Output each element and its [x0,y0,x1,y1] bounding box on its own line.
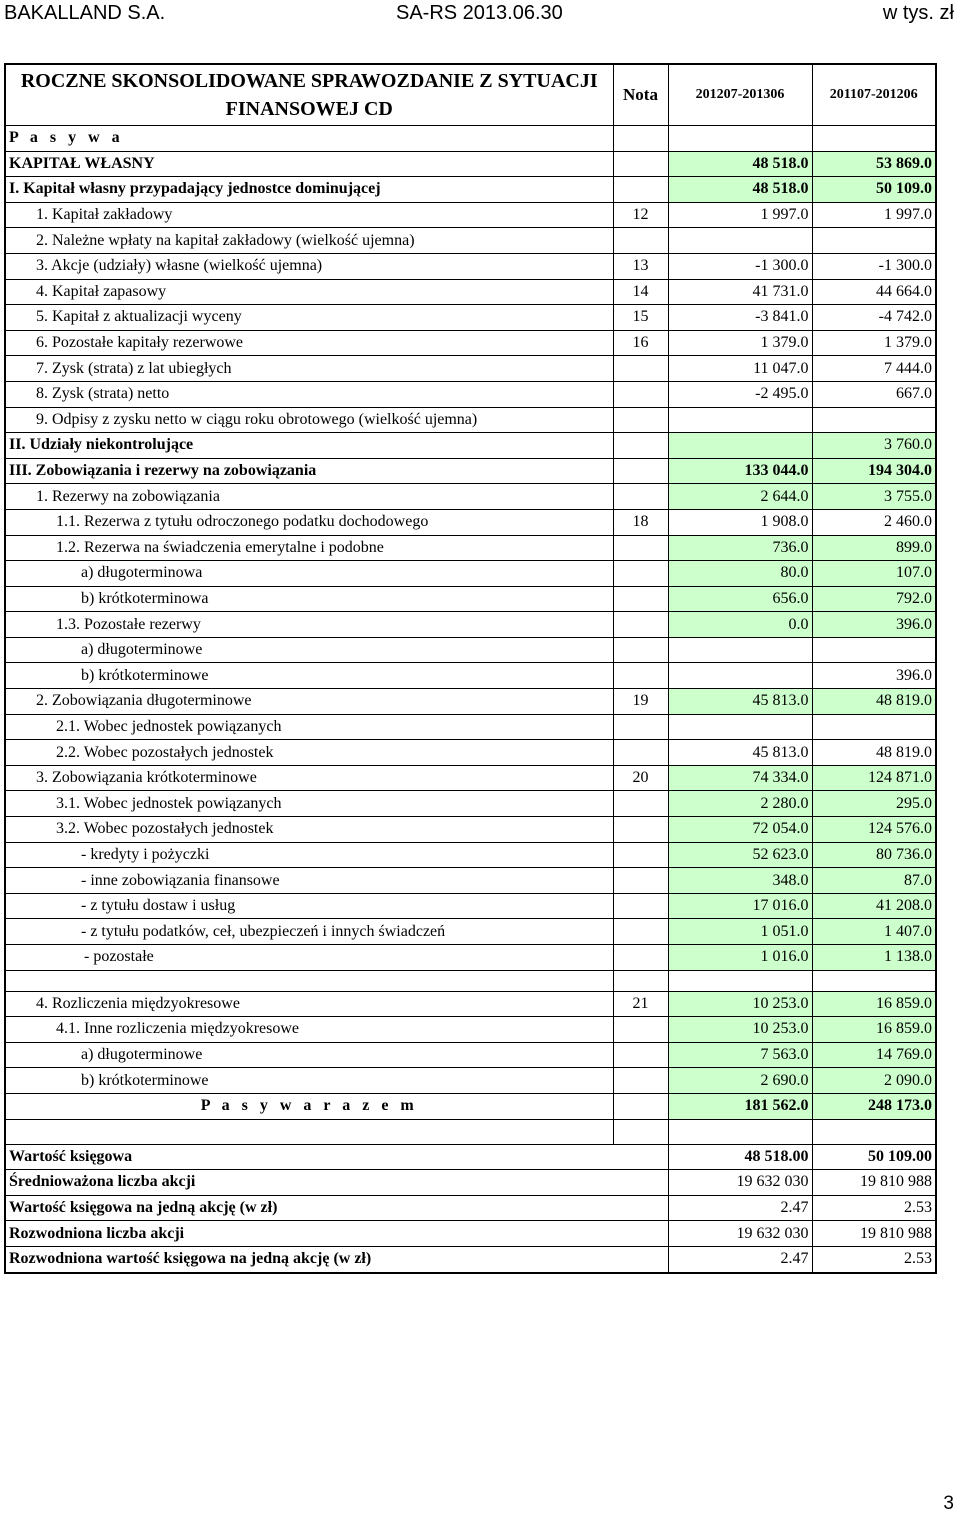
summary-value-period-1: 19 632 030 [668,1170,812,1196]
row-note [613,919,668,945]
row-note: 21 [613,991,668,1017]
row-value-period-2: 194 304.0 [812,458,936,484]
row-note [613,356,668,382]
table-row [5,919,936,945]
row-label: 1.1. Rezerwa z tytułu odroczonego podatku dochodowego [5,509,613,535]
table-row [5,765,936,791]
row-value-period-2: 16 859.0 [812,1017,936,1043]
table-row [5,177,936,203]
row-label: 7. Zysk (strata) z lat ubiegłych [5,356,613,382]
row-value-period-2: 44 664.0 [812,279,936,305]
summary-value-period-1: 48 518.00 [668,1144,812,1170]
statement-title: ROCZNE SKONSOLIDOWANE SPRAWOZDANIE Z SYTUACJI FINANSOWEJ CD [5,64,613,126]
summary-label: Rozwodniona wartość księgowa na jedną akcję (w zł) [5,1246,668,1272]
row-value-period-2: 87.0 [812,868,936,894]
table-row [5,945,936,971]
row-value-period-1: 656.0 [668,586,812,612]
report-code: SA-RS 2013.06.30 [396,2,563,24]
row-value-period-1: -3 841.0 [668,305,812,331]
row-note [613,433,668,459]
row-value-period-2: -1 300.0 [812,253,936,279]
row-value-period-1: 2 690.0 [668,1068,812,1094]
row-note [613,561,668,587]
section-row [5,126,936,152]
table-row [5,356,936,382]
table-row [5,1068,936,1094]
row-label: 1.2. Rezerwa na świadczenia emerytalne i podobne [5,535,613,561]
table-row [5,817,936,843]
row-value-period-1: 1 997.0 [668,202,812,228]
row-value-period-1: 10 253.0 [668,1017,812,1043]
summary-value-period-1: 19 632 030 [668,1221,812,1247]
row-note [613,228,668,254]
page-number: 3 [943,1493,954,1514]
summary-label: Rozwodniona liczba akcji [5,1221,668,1247]
table-row [5,330,936,356]
row-value-period-2: -4 742.0 [812,305,936,331]
row-note [613,893,668,919]
empty-cell [668,1119,812,1144]
summary-row [5,1170,936,1196]
row-value-period-1: 45 813.0 [668,740,812,766]
row-label: 2. Zobowiązania długoterminowe [5,689,613,715]
row-value-period-2: 48 819.0 [812,740,936,766]
row-value-period-2: 792.0 [812,586,936,612]
row-label: I. Kapitał własny przypadający jednostce dominującej [5,177,613,203]
row-value-period-1 [668,714,812,740]
empty-cell [613,970,668,991]
empty-cell [812,970,936,991]
row-note [613,714,668,740]
row-note [613,612,668,638]
row-value-period-2: 2 460.0 [812,509,936,535]
row-label: 2.1. Wobec jednostek powiązanych [5,714,613,740]
summary-row [5,1221,936,1247]
row-label: b) krótkoterminowa [5,586,613,612]
row-note [613,868,668,894]
row-label: 8. Zysk (strata) netto [5,381,613,407]
row-value-period-2: 667.0 [812,381,936,407]
row-label: 6. Pozostałe kapitały rezerwowe [5,330,613,356]
table-header-row [5,64,936,126]
row-note [613,842,668,868]
spacer-row [5,970,936,991]
table-row [5,202,936,228]
row-label: a) długoterminowa [5,561,613,587]
row-value-period-1: -1 300.0 [668,253,812,279]
row-label: 1.3. Pozostałe rezerwy [5,612,613,638]
row-value-period-2: 14 769.0 [812,1042,936,1068]
row-note [613,586,668,612]
row-value-period-2: 1 997.0 [812,202,936,228]
table-row [5,228,936,254]
currency-unit: w tys. zł [882,2,954,24]
row-value-period-1: 0.0 [668,612,812,638]
summary-row [5,1246,936,1272]
row-value-period-2: 50 109.0 [812,177,936,203]
page-header [0,0,960,30]
empty-cell [668,970,812,991]
row-value-period-1: 736.0 [668,535,812,561]
row-note: 15 [613,305,668,331]
row-value-period-1: 10 253.0 [668,991,812,1017]
row-label: 9. Odpisy z zysku netto w ciągu roku obrotowego (wielkość ujemna) [5,407,613,433]
row-label: 2.2. Wobec pozostałych jednostek [5,740,613,766]
table-row [5,612,936,638]
row-label: KAPITAŁ WŁASNY [5,151,613,177]
row-label: III. Zobowiązania i rezerwy na zobowiązania [5,458,613,484]
row-value-period-1: 133 044.0 [668,458,812,484]
table-row [5,791,936,817]
row-label: 5. Kapitał z aktualizacji wyceny [5,305,613,331]
table-row [5,509,936,535]
table-row [5,893,936,919]
row-value-period-2: 3 760.0 [812,433,936,459]
table-row [5,842,936,868]
row-label: a) długoterminowe [5,637,613,663]
row-label: 3.2. Wobec pozostałych jednostek [5,817,613,843]
spacer-row [5,1119,936,1144]
row-note [613,637,668,663]
row-value-period-2: 295.0 [812,791,936,817]
row-note [613,791,668,817]
summary-value-period-2: 2.53 [812,1195,936,1221]
column-header-nota: Nota [613,64,668,126]
row-label: 4. Kapitał zapasowy [5,279,613,305]
row-label: 1. Kapitał zakładowy [5,202,613,228]
row-value-period-2: 1 407.0 [812,919,936,945]
row-label: 4.1. Inne rozliczenia międzyokresowe [5,1017,613,1043]
table-row [5,407,936,433]
row-note: 18 [613,509,668,535]
empty-cell [5,1119,613,1144]
row-value-period-1: 72 054.0 [668,817,812,843]
summary-row [5,1195,936,1221]
row-value-period-1 [668,663,812,689]
row-value-period-1: 74 334.0 [668,765,812,791]
row-value-period-1: 48 518.0 [668,151,812,177]
row-label: b) krótkoterminowe [5,1068,613,1094]
summary-label: Wartość księgowa na jedną akcję (w zł) [5,1195,668,1221]
table-row [5,740,936,766]
row-value-period-2: 107.0 [812,561,936,587]
row-note [613,1042,668,1068]
row-note [613,535,668,561]
row-note: 14 [613,279,668,305]
row-value-period-2: 80 736.0 [812,842,936,868]
row-note [613,407,668,433]
table-row [5,458,936,484]
row-note [613,740,668,766]
row-value-period-2: 2 090.0 [812,1068,936,1094]
row-label: 3.1. Wobec jednostek powiązanych [5,791,613,817]
table-row [5,637,936,663]
row-value-period-2: 124 871.0 [812,765,936,791]
row-value-period-2: 1 379.0 [812,330,936,356]
row-value-period-1: 11 047.0 [668,356,812,382]
row-value-period-2: 41 208.0 [812,893,936,919]
row-value-period-1: 1 016.0 [668,945,812,971]
column-header-period-1: 201207-201306 [668,64,812,126]
row-value-period-1: 17 016.0 [668,893,812,919]
table-row [5,586,936,612]
financial-statement-table [4,63,937,1274]
row-value-period-1: 181 562.0 [668,1093,812,1119]
row-note [613,484,668,510]
row-note [613,663,668,689]
table-row [5,561,936,587]
summary-value-period-1: 2.47 [668,1246,812,1272]
summary-value-period-2: 19 810 988 [812,1221,936,1247]
row-value-period-1: 348.0 [668,868,812,894]
table-row [5,868,936,894]
row-value-period-1: 48 518.0 [668,177,812,203]
table-row [5,689,936,715]
table-row [5,279,936,305]
row-value-period-1: 52 623.0 [668,842,812,868]
table-row [5,663,936,689]
row-value-period-1: 1 379.0 [668,330,812,356]
row-note: 19 [613,689,668,715]
row-value-period-2: 248 173.0 [812,1093,936,1119]
row-note [613,458,668,484]
table-row [5,714,936,740]
section-label: P a s y w a [5,126,613,152]
row-value-period-2: 16 859.0 [812,991,936,1017]
table-row [5,991,936,1017]
empty-cell [613,1119,668,1144]
row-value-period-2 [812,407,936,433]
table-row [5,1093,936,1119]
summary-value-period-2: 19 810 988 [812,1170,936,1196]
row-value-period-2: 3 755.0 [812,484,936,510]
table-row [5,535,936,561]
row-value-period-2: 899.0 [812,535,936,561]
row-value-period-1 [668,407,812,433]
row-value-period-1: 2 280.0 [668,791,812,817]
row-value-period-1: 1 051.0 [668,919,812,945]
row-value-period-2: 1 138.0 [812,945,936,971]
row-value-period-2: 48 819.0 [812,689,936,715]
table-row [5,433,936,459]
row-value-period-1: 7 563.0 [668,1042,812,1068]
row-label: - pozostałe [5,945,613,971]
row-note [613,817,668,843]
summary-label: Średnioważona liczba akcji [5,1170,668,1196]
row-note [613,177,668,203]
row-note: 12 [613,202,668,228]
row-label: II. Udziały niekontrolujące [5,433,613,459]
row-label: 3. Zobowiązania krótkoterminowe [5,765,613,791]
table-row [5,305,936,331]
row-note: 13 [613,253,668,279]
table-row [5,1017,936,1043]
row-value-period-1 [668,228,812,254]
row-value-period-2: 124 576.0 [812,817,936,843]
row-value-period-1 [668,433,812,459]
row-note [613,1093,668,1119]
row-value-period-2 [812,228,936,254]
row-value-period-1: -2 495.0 [668,381,812,407]
row-label: P a s y w a r a z e m [5,1093,613,1119]
summary-value-period-2: 2.53 [812,1246,936,1272]
row-label: 1. Rezerwy na zobowiązania [5,484,613,510]
row-label: - inne zobowiązania finansowe [5,868,613,894]
table-row [5,151,936,177]
row-note [613,381,668,407]
table-row [5,253,936,279]
row-value-period-1: 45 813.0 [668,689,812,715]
row-value-period-1: 2 644.0 [668,484,812,510]
summary-row [5,1144,936,1170]
row-note: 20 [613,765,668,791]
row-label: b) krótkoterminowe [5,663,613,689]
row-value-period-2 [812,637,936,663]
empty-cell [5,970,613,991]
row-note: 16 [613,330,668,356]
row-label: - z tytułu podatków, ceł, ubezpieczeń i innych świadczeń [5,919,613,945]
row-label: - kredyty i pożyczki [5,842,613,868]
row-value-period-2: 53 869.0 [812,151,936,177]
row-value-period-2: 396.0 [812,663,936,689]
row-value-period-2: 7 444.0 [812,356,936,382]
table-row [5,1042,936,1068]
row-label: a) długoterminowe [5,1042,613,1068]
row-label: 4. Rozliczenia międzyokresowe [5,991,613,1017]
row-value-period-2: 396.0 [812,612,936,638]
column-header-period-2: 201107-201206 [812,64,936,126]
table-row [5,381,936,407]
summary-value-period-2: 50 109.00 [812,1144,936,1170]
summary-value-period-1: 2.47 [668,1195,812,1221]
company-name: BAKALLAND S.A. [4,2,166,24]
row-note [613,1017,668,1043]
row-note [613,1068,668,1094]
row-value-period-1: 41 731.0 [668,279,812,305]
empty-cell [812,1119,936,1144]
row-note [613,945,668,971]
row-value-period-1: 1 908.0 [668,509,812,535]
summary-label: Wartość księgowa [5,1144,668,1170]
row-value-period-2 [812,714,936,740]
row-label: 2. Należne wpłaty na kapitał zakładowy (wielkość ujemna) [5,228,613,254]
row-label: 3. Akcje (udziały) własne (wielkość ujemna) [5,253,613,279]
row-value-period-1: 80.0 [668,561,812,587]
table-row [5,484,936,510]
row-label: - z tytułu dostaw i usług [5,893,613,919]
row-note [613,151,668,177]
row-value-period-1 [668,637,812,663]
